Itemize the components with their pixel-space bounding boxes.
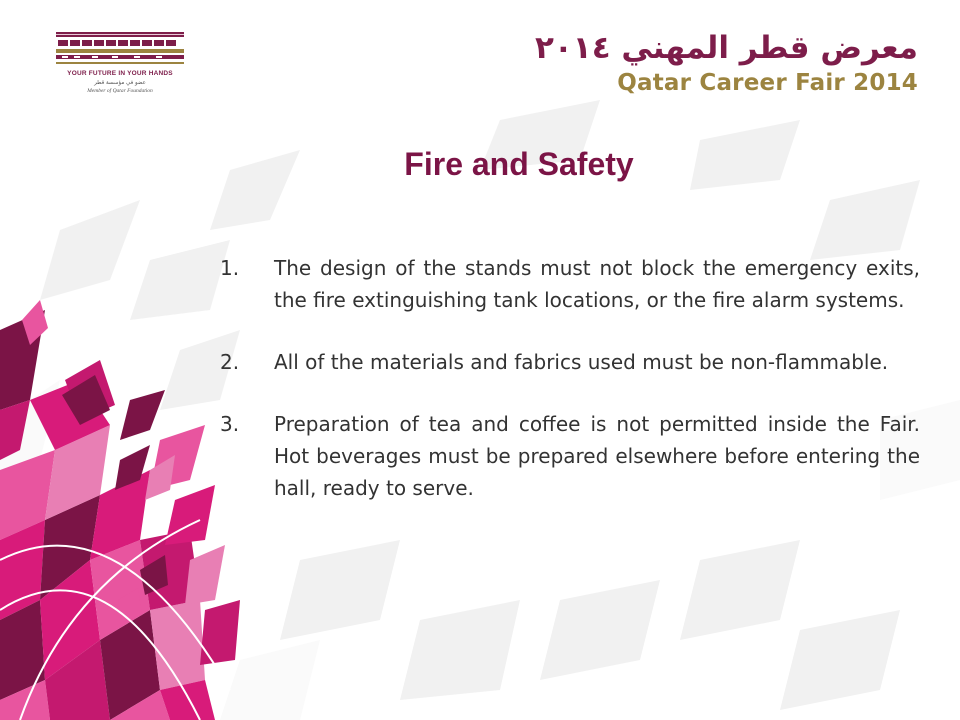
item-number: 1. [220, 256, 240, 280]
list-item [220, 346, 920, 378]
brand-title-arabic: معرض قطر المهني ٢٠١٤ [534, 30, 918, 66]
item-number: 2. [220, 350, 240, 374]
brand-title-english: Qatar Career Fair 2014 [617, 70, 918, 96]
logo-tagline: YOUR FUTURE IN YOUR HANDS [67, 70, 173, 77]
logo-emblem-icon [52, 28, 188, 68]
slide-title: Fire and Safety [404, 146, 634, 182]
list-item [220, 252, 920, 316]
item-text: Preparation of tea and coffee is not permitted inside the Fair. Hot beverages must be prepared elsewhere before entering the hall, ready to serve. [274, 412, 920, 500]
member-text-english: Member of Qatar Foundation [87, 88, 153, 94]
list-item [220, 408, 920, 504]
item-number: 3. [220, 412, 240, 436]
member-text-arabic: عضو في مؤسسة قطر [94, 80, 146, 86]
item-text: The design of the stands must not block the emergency exits, the fire extinguishing tank locations, or the fire alarm systems. [274, 256, 920, 312]
item-text: All of the materials and fabrics used must be non-flammable. [274, 350, 889, 374]
rules-list [220, 252, 920, 534]
